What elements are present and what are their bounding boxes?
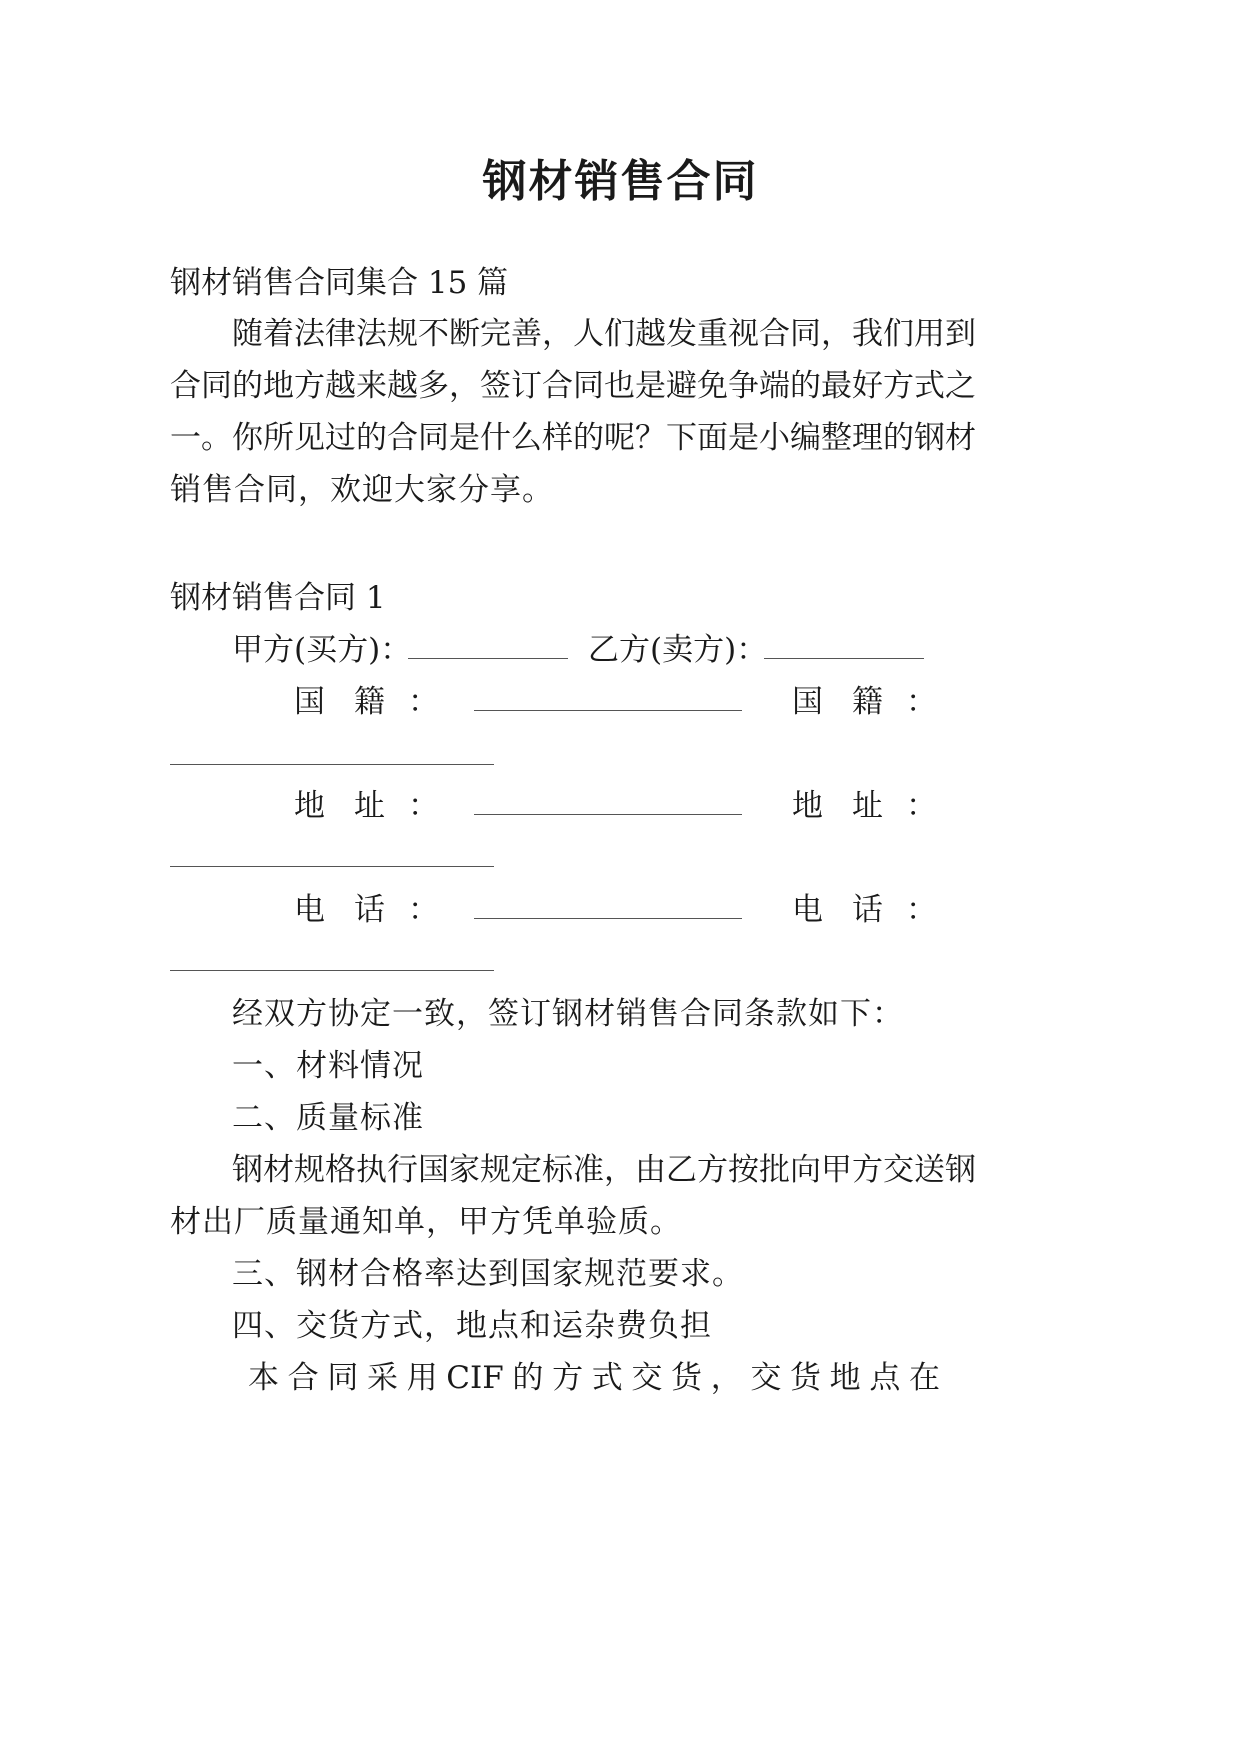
delivery-word: 点 [869, 1360, 901, 1396]
delivery-word: 式 [591, 1360, 623, 1396]
nationality-b-char-1: 国 [792, 684, 823, 720]
delivery-word: 本 [248, 1360, 279, 1396]
phone-b-char-2: 话 [852, 892, 883, 928]
delivery-word: ， [710, 1360, 742, 1396]
address-b-blank [170, 866, 494, 867]
intro-line-3: 一 。 你 所 见 过 的 合 同 是 什 么 样 的 呢 ？ 下 面 是 小 编 整 理 的 钢 材 [170, 420, 976, 456]
phone-char-2: 话 [354, 892, 385, 928]
delivery-word: 交 [750, 1360, 782, 1396]
phone-b-colon: ： [906, 892, 937, 928]
address-colon: ： [408, 788, 439, 824]
delivery-word: 的 [512, 1360, 544, 1396]
party-a-blank [408, 658, 568, 659]
address-b-char-2: 址 [852, 788, 883, 824]
nationality-b-colon: ： [906, 684, 937, 720]
nationality-char-2: 籍 [354, 684, 385, 720]
phone-colon: ： [408, 892, 439, 928]
address-char-2: 址 [354, 788, 385, 824]
delivery-word: CIF [446, 1360, 504, 1396]
delivery-word: 在 [908, 1360, 940, 1396]
delivery-word: 采 [366, 1360, 398, 1396]
party-a-label: 甲方(买方)： [232, 632, 412, 668]
delivery-word: 交 [631, 1360, 663, 1396]
phone-b-char-1: 电 [792, 892, 823, 928]
section-2-heading: 二、质量标准 [232, 1100, 424, 1136]
delivery-word: 货 [671, 1360, 703, 1396]
address-b-char-1: 地 [792, 788, 823, 824]
collection-heading: 钢材销售合同集合 15 篇 [170, 265, 509, 301]
delivery-word: 用 [406, 1360, 438, 1396]
nationality-b-blank [170, 764, 494, 765]
delivery-word: 地 [829, 1360, 861, 1396]
contract-heading: 钢材销售合同 1 [170, 580, 386, 616]
section-3-heading: 三、钢材合格率达到国家规范要求。 [232, 1256, 744, 1292]
nationality-a-blank [474, 710, 742, 711]
section-4-heading: 四、交货方式，地点和运杂费负担 [232, 1308, 712, 1344]
intro-line-1: 随 着 法 律 法 规 不 断 完 善 ， 人 们 越 发 重 视 合 同 ， 我 们 用 到 [232, 316, 976, 352]
delivery-line [248, 1358, 940, 1398]
nationality-char-1: 国 [294, 684, 325, 720]
agreement-line: 经双方协定一致，签订钢材销售合同条款如下： [232, 996, 904, 1032]
address-b-colon: ： [906, 788, 937, 824]
address-char-1: 地 [294, 788, 325, 824]
party-b-blank [764, 658, 924, 659]
nationality-b-char-2: 籍 [852, 684, 883, 720]
document-title: 钢材销售合同 [482, 156, 759, 207]
quality-line-1: 钢 材 规 格 执 行 国 家 规 定 标 准 ， 由 乙 方 按 批 向 甲 方 交 送 钢 [232, 1152, 976, 1188]
intro-line-4: 销售合同，欢迎大家分享。 [170, 472, 554, 508]
intro-line-2: 合 同 的 地 方 越 来 越 多 ， 签 订 合 同 也 是 避 免 争 端 的 最 好 方 式 之 [170, 368, 976, 404]
quality-line-2: 材出厂质量通知单，甲方凭单验质。 [170, 1204, 682, 1240]
section-1-heading: 一、材料情况 [232, 1048, 424, 1084]
phone-a-blank [474, 918, 742, 919]
delivery-word: 合 [287, 1360, 319, 1396]
phone-char-1: 电 [294, 892, 325, 928]
address-a-blank [474, 814, 742, 815]
nationality-colon: ： [408, 684, 439, 720]
phone-b-blank [170, 970, 494, 971]
delivery-word: 货 [790, 1360, 822, 1396]
party-b-label: 乙方(卖方)： [588, 632, 768, 668]
delivery-word: 同 [327, 1360, 359, 1396]
delivery-word: 方 [552, 1360, 584, 1396]
